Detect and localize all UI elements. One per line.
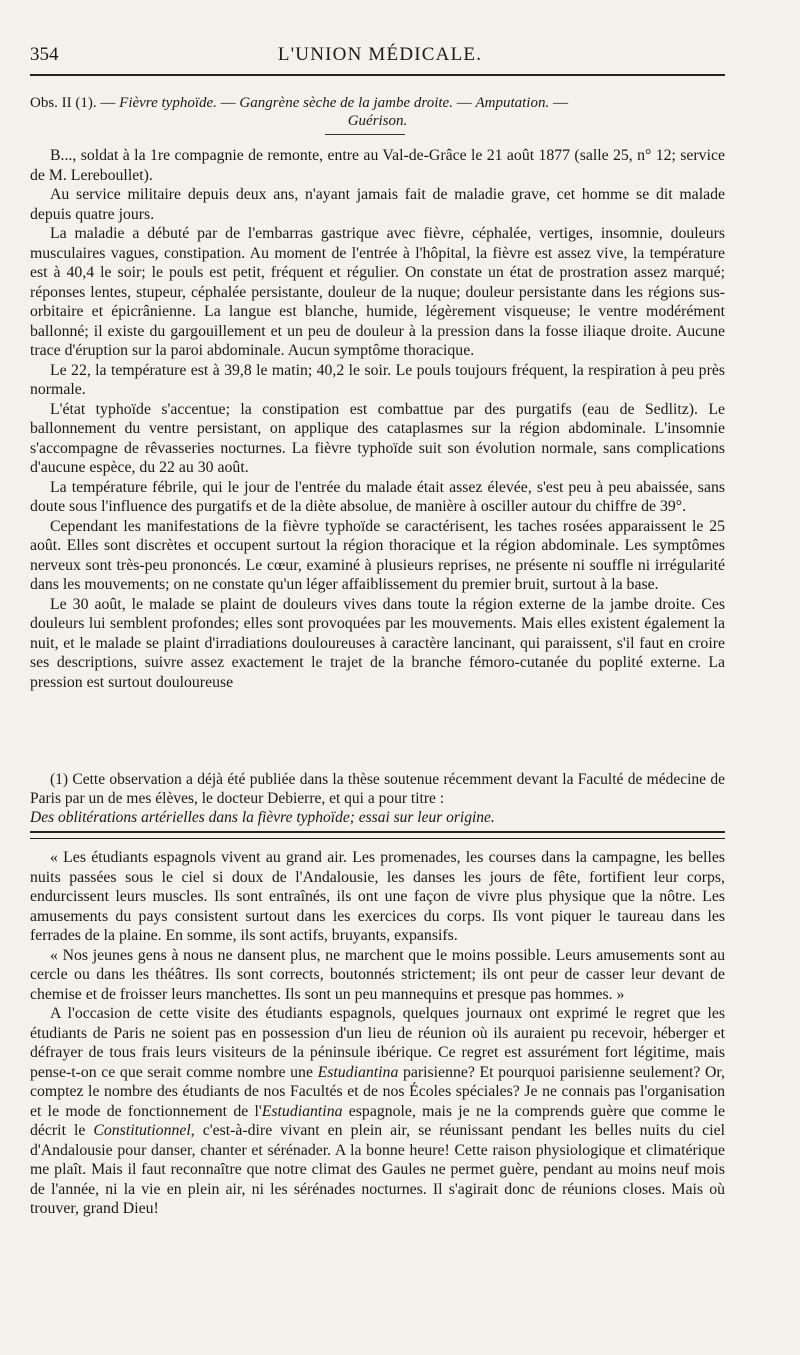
paragraph: Le 22, la température est à 39,8 le matin; 40,2 le soir. Le pouls toujours fréquent, la respiration à peu près normale. [30,361,725,398]
journal-title: L'UNION MÉDICALE. [277,44,483,65]
paragraph: La maladie a débuté par de l'embarras gastrique avec fièvre, céphalée, vertiges, insomnie, douleurs musculaires vagues, constipation. Au moment de l'entrée à l'hôpital, la fièvre est assez vive, la température est à 40,4 le soir; le pouls est petit, fréquent et régulier. On constate un état de prostration assez marqué; réponses lentes, stupeur, céphalée persistante, douleur de la nuque; douleur persistante dans les régions sus-orbitaire et épicrânienne. La langue est blanche, humide, légèrement visqueuse; le ventre modérément ballonné; il existe du gargouillement et un peu de douleur à la pression dans la fosse iliaque droite. Aucune trace d'éruption sur la paroi abdominale. Aucun symptôme thoracique. [30,225,725,359]
paragraph: Cependant les manifestations de la fièvre typhoïde se caractérisent, les taches rosées apparaissent le 25 août. Elles sont discrètes et occupent surtout la région thoracique et la région abdominale. Les symptômes nerveux sont très-peu prononcés. Le cœur, examiné à plusieurs reprises, ne présente ni souffle ni irrégularité dans les mouvements; on ne constate qu'un léger affaiblissement du premier bruit, surtout à la base. [30,517,725,593]
estudiantina-term: Estudiantina [317,1063,399,1081]
observation-label: Obs. II (1). [30,95,97,111]
constitutionnel-term: Constitutionnel [93,1122,191,1139]
footnote-thesis-title: Des oblitérations artérielles dans la fièvre typhoïde; essai sur leur origine. [30,809,495,826]
footnote-text: (1) Cette observation a déjà été publiée dans la thèse soutenue récemment devant la Faculté de médecine de Paris par un de mes élèves, le docteur Debierre, et qui a pour titre : [30,771,725,807]
title-guerison: Guérison. [347,113,408,129]
title-fever: Fièvre typhoïde. [119,95,217,111]
feuilleton-rule [30,831,725,839]
title-gangrene: Gangrène sèche de la jambe droite. [239,95,453,111]
feuilleton-paragraph: « Les étudiants espagnols vivent au grand air. Les promenades, les courses dans la campagne, les belles nuits passées sous le ciel si doux de l'Andalousie, les danses les jours de fête, fortifient leur corps, endurcissent leurs muscles. Ils sont entraînés, ils ont une façon de vivre plus physique que la nôtre. Les amusements du pays consistent surtout dans les exercices du corps. Ils vont piquer le taureau dans les ferrades de la plaine. En somme, ils sont actifs, bruyants, expansifs. [30,849,725,944]
feuilleton-paragraph: A l'occasion de cette visite des étudiants espagnols, quelques journaux ont exprimé le regret que les étudiants de Paris ne soient pas en possession d'un lieu de réunion où ils auraient pu recevoir, héberger et défrayer de tous frais leurs visiteurs de la péninsule ibérique. Ce regret est assurément fort légitime, mais pense-t-on ce que serait comme nombre une Estudiantina parisienne? Et pourquoi parisienne seulement? Or, comptez le nombre des étudiants de nos Facultés et de nos Écoles spéciales? Je ne connais pas l'organisation et le mode de fonctionnement de l'Estudiantina espagnole, mais je ne la comprends guère que comme le décrit le Constitutionnel, c'est-à-dire vivant en plein air, se réunissant pendant les belles nuits du ciel d'Andalousie pour danser, chanter et sérénader. A la bonne heure! Cette raison physiologique et climatérique me plaît. Mais il faut reconnaître que notre climat des Gaules ne permet guère, pendant au moins neuf mois de l'année, ni la vie en plein air, ni les sérénades nocturnes. Il s'agirait donc de réunions closes. Mais où trouver, grand Dieu! [30,1005,726,1217]
feuilleton-body [30,848,725,1219]
observation-title-line1: Obs. II (1). — Fièvre typhoïde. — Gangrène sèche de la jambe droite. — Amputation. — [30,95,568,111]
header-rule [30,74,725,76]
title-rule [325,134,405,135]
paragraph: B..., soldat à la 1re compagnie de remonte, entre au Val-de-Grâce le 21 août 1877 (salle 25, n° 12; service de M. Lereboullet). [30,147,725,184]
estudiantina-term: Estudiantina [261,1102,343,1120]
title-amputation: Amputation. [475,95,550,111]
running-header [30,44,730,74]
observation-title [30,94,725,130]
footnote [30,770,725,827]
page-number: 354 [30,44,59,65]
paragraph: La température fébrile, qui le jour de l'entrée du malade était assez élevée, s'est peu à peu abaissée, sans doute sous l'influence des purgatifs et de la diète absolue, de manière à osciller autour du chiffre de 39°. [30,478,725,515]
paragraph: Au service militaire depuis deux ans, n'ayant jamais fait de maladie grave, cet homme se dit malade depuis quatre jours. [30,186,725,223]
paragraph: Le 30 août, le malade se plaint de douleurs vives dans toute la région externe de la jambe droite. Ces douleurs lui semblent profondes; elles sont provoquées par les mouvements. Mais elles existent également la nuit, et le malade se plaint d'irradiations douloureuses à caractère lancinant, qui paraissent, s'il faut en croire ses descriptions, suivre assez exactement le trajet de la branche fémoro-cutanée du poplité externe. La pression est surtout douloureuse [30,595,725,691]
feuilleton-paragraph: « Nos jeunes gens à nous ne dansent plus, ne marchent que le moins possible. Leurs amusements sont au cercle ou dans les théâtres. Ils sont corrects, boutonnés strictement; ils ont peur de casser leur devant de chemise et de froisser leurs manchettes. Ils sont un peu mannequins et presque pas hommes. » [30,946,725,1003]
paragraph: L'état typhoïde s'accentue; la constipation est combattue par des purgatifs (eau de Sedlitz). Le ballonnement du ventre persistant, on applique des cataplasmes sur la région abdominale. L'insomnie s'accompagne de rêvasseries nocturnes. La fièvre typhoïde suit son évolution normale, sans complications d'aucune espèce, du 22 au 30 août. [30,400,725,476]
observation-body [30,146,725,692]
